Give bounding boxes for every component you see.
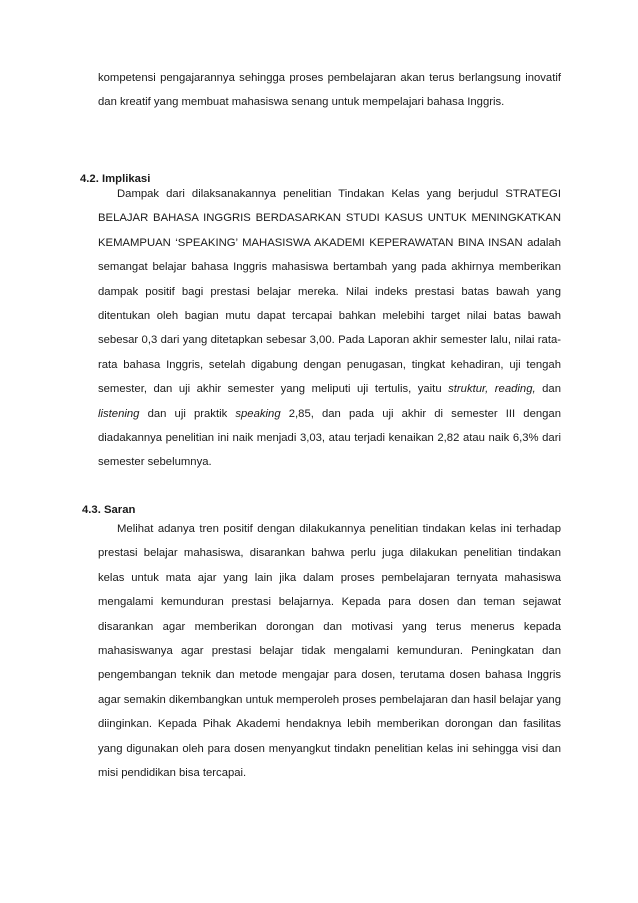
intro-paragraph: kompetensi pengajarannya sehingga proses pembelajaran akan terus berlangsung inovatif dan kreatif yang membuat mahasiswa senang untuk mempelajari bahasa Inggris. <box>98 72 561 109</box>
section-4-2-italic-2: listening <box>98 407 140 420</box>
section-4-3-paragraph: Melihat adanya tren positif dengan dilakukannya penelitian tindakan kelas ini terhadap prestasi belajar mahasiswa, disarankan bahwa perlu juga dilakukan penelitian tindakan kelas untuk mata ajar yang lain jika dalam proses pembelajaran ternyata mahasiswa mengalami kemunduran prestasi belajarnya. Kepada para dosen dan teman sejawat disarankan agar memberikan dorongan dan motivasi yang terus menerus kepada mahasiswanya agar prestasi belajar tidak mengalami kemunduran. Peningkatan dan pengembangan teknik dan metode mengajar para dosen, terutama dosen bahasa Inggris agar semakin dikembangkan untuk memperoleh proses pembelajaran dan hasil belajar yang diinginkan. Kepada Pihak Akademi hendaknya lebih memberikan dorongan dan fasilitas yang digunakan oleh para dosen menyangkut tindakn penelitian kelas ini sehingga visi dan misi pendidikan bisa tercapai. <box>98 523 561 780</box>
section-4-2-text-c: dan uji praktik <box>139 407 236 420</box>
section-4-2-text-b: dan <box>535 383 561 396</box>
section-4-2-text-d: 2,85, dan pada uji akhir di semester III dengan diadakannya penelitian ini naik menjadi 3,03, atau terjadi kenaikan 2,82 atau naik 6,3% dari semester sebelumnya. <box>98 407 561 469</box>
section-4-2-heading: 4.2. Implikasi <box>80 173 151 185</box>
section-4-2-paragraph <box>98 182 561 475</box>
section-4-2-italic-1: struktur, reading, <box>448 383 536 396</box>
section-4-3-heading: 4.3. Saran <box>82 504 136 516</box>
section-4-2-italic-3: speaking <box>235 407 281 420</box>
section-4-2-text-a: Dampak dari dilaksanakannya penelitian Tindakan Kelas yang berjudul STRATEGI BELAJAR BAHASA INGGRIS BERDASARKAN STUDI KASUS UNTUK MENINGKATKAN KEMAMPUAN ‘SPEAKING’ MAHASISWA AKADEMI KEPERAWATAN BINA INSAN adalah semangat belajar bahasa Inggris mahasiswa bertambah yang pada akhirnya memberikan dampak positif bagi prestasi belajar mereka. Nilai indeks prestasi batas bawah yang ditentukan oleh bagian mutu dapat tercapai bahkan melebihi target nilai batas bawah sebesar 0,3 dari yang ditetapkan sebesar 3,00. Pada Laporan akhir semester lalu, nilai rata-rata bahasa Inggris, setelah digabung dengan penugasan, tingkat kehadiran, uji tengah semester, dan uji akhir semester yang meliputi uji tertulis, yaitu <box>98 188 561 396</box>
